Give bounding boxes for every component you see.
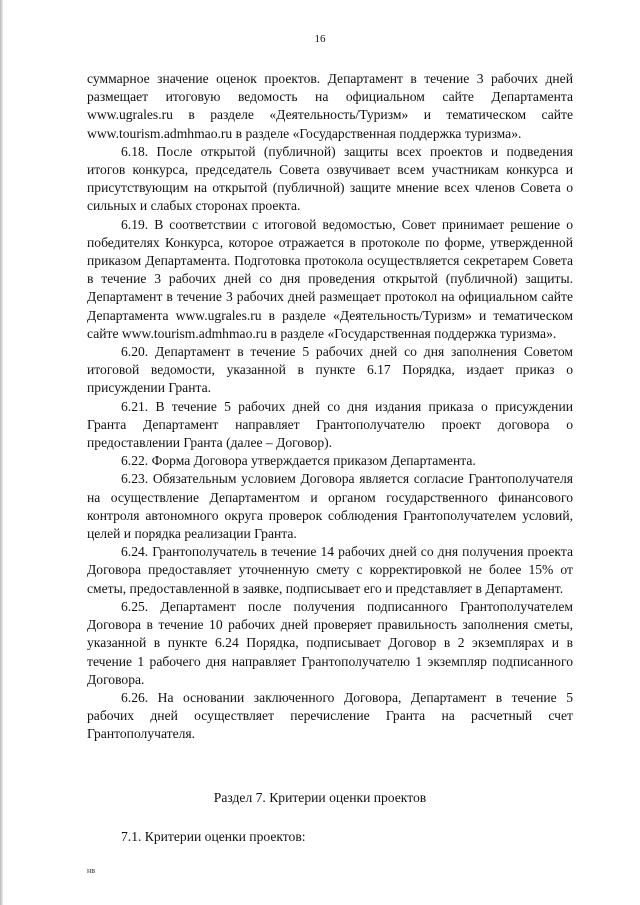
- body-text: [87, 70, 573, 744]
- paragraph-6-18: 6.18. После открытой (публичной) защиты всех проектов и подведения итогов конкурса, председатель Совета озвучивает всем участникам конкурса и присутствующим на открытой (публичной) защите мнение всех членов Совета о сильных и слабых сторонах проекта.: [87, 143, 573, 214]
- paragraph-6-24: 6.24. Грантополучатель в течение 14 рабочих дней со дня получения проекта Договора предоставляет уточненную смету с корректировкой не более 15% от сметы, предоставленной в заявке, подписывает его и представляет в Департамент.: [87, 544, 573, 596]
- scan-edge: [0, 0, 3, 905]
- subheading: 7.1. Критерии оценки проектов:: [121, 829, 306, 844]
- paragraph-6-19: 6.19. В соответствии с итоговой ведомостью, Совет принимает решение о победителях Конкурса, которое отражается в протоколе по форме, утвержденной приказом Департамента. Подготовка протокола осуществляется секретарем Совета в течение 3 рабочих дней со дня проведения открытой (публичной) защиты. Департамент в течение 3 рабочих дней размещает протокол на официальном сайте Департамента www.ugrales.ru в разделе «Деятельность/Туризм» и тематическом сайте www.tourism.admhmao.ru в разделе «Государственная поддержка туризма».: [87, 216, 573, 341]
- paragraph-6-26: 6.26. На основании заключенного Договора, Департамент в течение 5 рабочих дней осуществляет перечисление Гранта на расчетный счет Грантополучателя.: [87, 689, 573, 742]
- paragraph-6-23: 6.23. Обязательным условием Договора является согласие Грантополучателя на осуществление Департаментом и органом государственного финансового контроля автономного округа проверок соблюдения Грантополучателем условий, целей и порядка реализации Гранта.: [87, 471, 573, 542]
- paragraph-6-21: 6.21. В течение 5 рабочих дней со дня издания приказа о присуждении Гранта Департамент направляет Грантополучателю проект договора о предоставлении Гранта (далее – Договор).: [87, 398, 573, 451]
- paragraph-6-25: 6.25. Департамент после получения подписанного Грантополучателем Договора в течение 10 рабочих дней проверяет правильность заполнения сметы, указанной в пункте 6.24 Порядка, подписывает Договор в 2 экземплярах и в течение 1 рабочего дня направляет Грантополучателю 1 экземпляр подписанного Договора.: [87, 598, 573, 687]
- paragraph-continuation: суммарное значение оценок проектов. Департамент в течение 3 рабочих дней размещает итоговую ведомость на официальном сайте Департамента www.ugrales.ru в разделе «Деятельность/Туризм» и тематическом сайте www.tourism.admhmao.ru в разделе «Государственная поддержка туризма».: [87, 71, 573, 141]
- paragraph-6-22: 6.22. Форма Договора утверждается приказом Департамента.: [121, 453, 476, 469]
- paragraph-6-20: 6.20. Департамент в течение 5 рабочих дней со дня заполнения Советом итоговой ведомости, указанной в пункте 6.17 Порядка, издает приказ о присуждении Гранта.: [87, 344, 573, 396]
- section-heading: Раздел 7. Критерии оценки проектов: [213, 790, 427, 805]
- page-number: 16: [314, 33, 326, 45]
- footer-mark: нв: [87, 866, 96, 875]
